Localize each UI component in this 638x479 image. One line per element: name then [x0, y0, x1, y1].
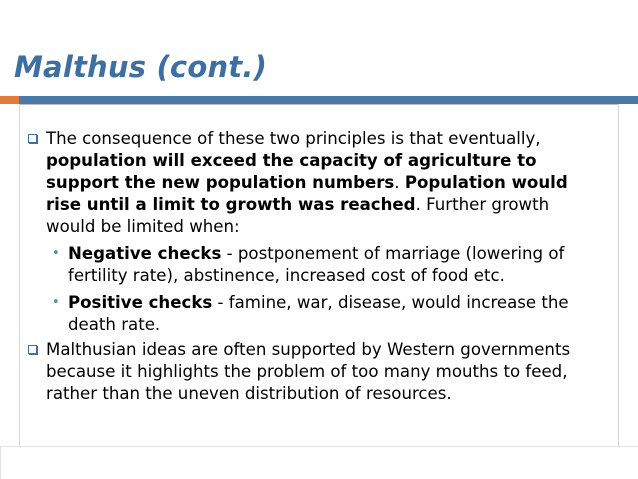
frame-top-line — [19, 104, 619, 105]
text-run: - postponement of marriage (lowering of fertility rate), abstinence, increased cost of food etc. — [68, 244, 565, 285]
title-accent-orange — [0, 96, 19, 104]
slide-title: Malthus (cont.) — [14, 50, 268, 84]
text-run: . — [394, 173, 405, 192]
text-run: - famine, war, disease, would increase the death rate. — [68, 293, 569, 334]
square-bullet-icon — [28, 345, 37, 354]
subbullet-text — [68, 292, 608, 336]
text-run: The consequence of these two principles is that eventually, — [46, 129, 541, 148]
text-run: Malthusian ideas are often supported by Western governments because it highlights the problem of too many mouths to feed, rather than the uneven distribution of resources. — [46, 340, 571, 403]
text-run-bold: Population would rise until a limit to growth was reached — [46, 173, 568, 214]
text-run-bold: Positive checks — [68, 293, 213, 312]
frame-bottom-line — [0, 446, 638, 447]
subbullet-text — [68, 243, 608, 287]
bullet-text — [46, 128, 591, 238]
text-run: . Further growth would be limited when: — [46, 195, 550, 236]
dot-bullet-icon: • — [52, 295, 60, 310]
text-run-bold: population will exceed the capacity of agriculture to support the new population numbers — [46, 151, 537, 192]
frame-left-line — [19, 104, 20, 447]
frame-right-line — [618, 104, 619, 447]
bullet-text — [46, 339, 591, 405]
square-bullet-icon — [28, 134, 37, 143]
dot-bullet-icon: • — [52, 246, 60, 261]
text-run-bold: Negative checks — [68, 244, 222, 263]
title-accent-blue — [19, 96, 638, 104]
frame-stub-line — [0, 446, 1, 479]
